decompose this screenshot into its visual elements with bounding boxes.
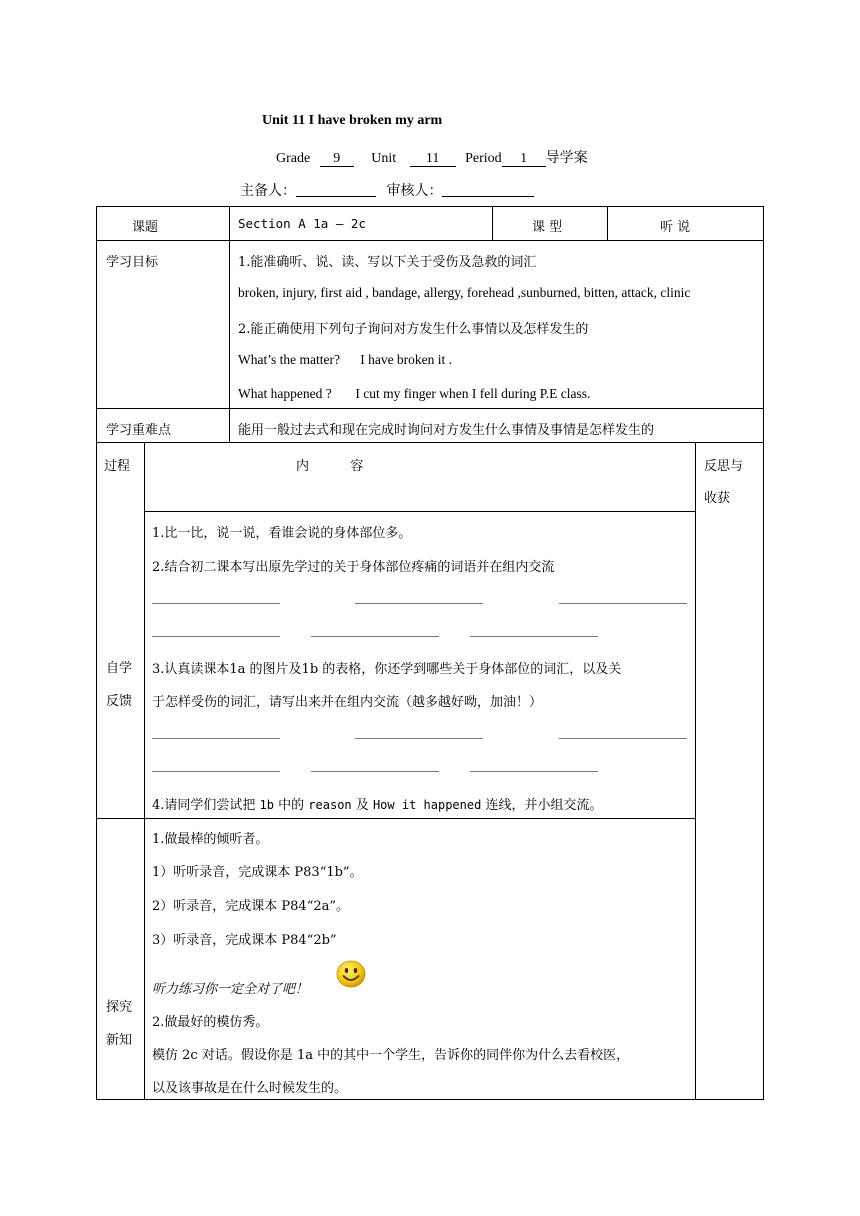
self-study-label-2: 反馈 (106, 694, 133, 709)
process-label: 过程 (104, 459, 131, 474)
grade-value: 9 (320, 151, 354, 167)
key-points-label: 学习重难点 (106, 423, 172, 438)
goal-line-2: broken, injury, first aid , bandage, allergy, forehead ,sunburned, bitten, attack, clinic (238, 285, 691, 300)
unit-value: 11 (410, 151, 456, 167)
explore-sub-2: 2）听录音，完成课本 P84“2a”。 (152, 899, 350, 914)
topic-label: 课题 (132, 220, 159, 235)
content-label: 内 容 (296, 459, 364, 474)
encouragement-text: 听力练习你一定全对了吧！ (152, 982, 309, 997)
smiley-face-icon (336, 960, 366, 988)
preparer-blank[interactable] (296, 181, 376, 197)
topic-value: Section A 1a – 2c (238, 216, 366, 231)
self-item-2: 2.结合初二课本写出原先学过的关于身体部位疼痛的词语并在组内交流 (152, 560, 555, 575)
self-item-3-line-1: 3.认真读课本1a 的图片及1b 的表格，你还学到哪些关于身体部位的词汇，以及关 (152, 662, 622, 677)
type-value: 听 说 (660, 220, 691, 235)
grade-line (276, 147, 588, 167)
type-label: 课 型 (532, 220, 563, 235)
document-title: Unit 11 I have broken my arm (262, 113, 443, 128)
reflection-label-1: 反思与 (704, 459, 744, 474)
preparer-label: 主备人： (240, 183, 296, 199)
explore-item-1: 1.做最棒的倾听者。 (152, 832, 269, 847)
goal-line-5: What happened ? I cut my finger when I fell during P.E class. (238, 386, 591, 401)
self-item-3-line-2: 于怎样受伤的词汇，请写出来并在组内交流（越多越好呦，加油！） (152, 695, 543, 710)
self-item-1: 1.比一比，说一说，看谁会说的身体部位多。 (152, 526, 412, 541)
explore-label-1: 探究 (106, 1000, 133, 1015)
goal-line-4: What’s the matter? I have broken it . (238, 352, 453, 367)
period-label: Period (465, 151, 502, 166)
unit-label: Unit (371, 151, 397, 166)
period-value: 1 (502, 151, 546, 167)
goal-line-1: 1.能准确听、说、读、写以下关于受伤及急救的词汇 (238, 255, 537, 270)
explore-sub-3: 3）听录音，完成课本 P84“2b” (152, 933, 337, 948)
explore-desc-line-2: 以及该事故是在什么时候发生的。 (152, 1081, 348, 1096)
explore-desc-line-1: 模仿 2c 对话。假设你是 1a 中的其中一个学生，告诉你的同伴你为什么去看校医， (152, 1048, 630, 1063)
goals-label: 学习目标 (106, 255, 159, 270)
goal-line-3: 2.能正确使用下列句子询问对方发生什么事情以及怎样发生的 (238, 322, 589, 337)
key-points-value: 能用一般过去式和现在完成时询问对方发生什么事情及事情是怎样发生的 (238, 423, 655, 438)
reflection-label-2: 收获 (704, 491, 731, 506)
explore-label-2: 新知 (106, 1033, 133, 1048)
guide-suffix: 导学案 (545, 150, 588, 166)
explore-item-2: 2.做最好的模仿秀。 (152, 1015, 269, 1030)
grade-label: Grade (276, 151, 311, 166)
self-study-label-1: 自学 (106, 661, 133, 676)
reviewer-blank[interactable] (442, 181, 534, 197)
preparer-line (240, 180, 534, 200)
self-item-4: 4.请同学们尝试把 1b 中的 reason 及 How it happened 连线，并小组交流。 (152, 798, 603, 813)
reviewer-label: 审核人： (386, 183, 443, 199)
explore-sub-1: 1）听听录音，完成课本 P83“1b”。 (152, 865, 363, 880)
